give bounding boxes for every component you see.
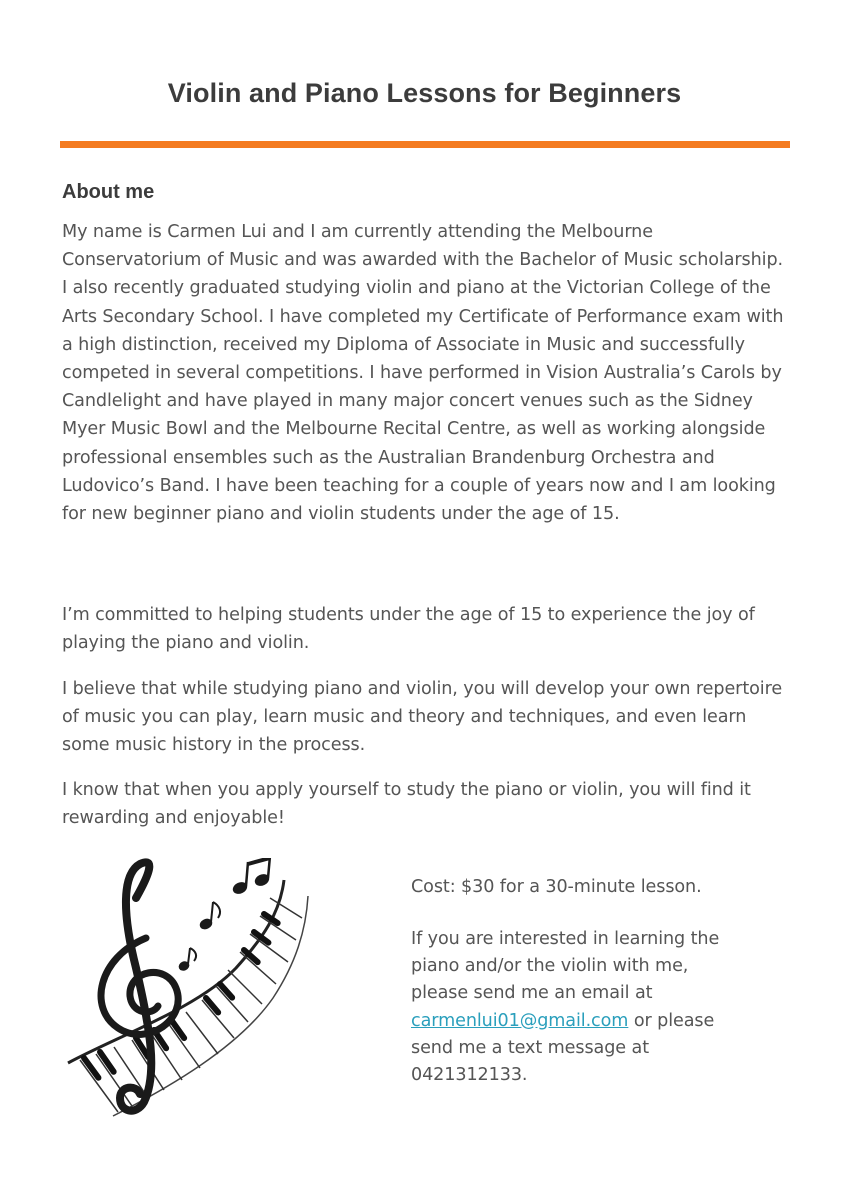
page-title: Violin and Piano Lessons for Beginners — [167, 78, 682, 108]
piano-key-line — [96, 1054, 132, 1106]
contact-text — [411, 926, 741, 1089]
piano-black-key — [206, 998, 218, 1012]
orange-divider — [60, 141, 790, 148]
about-heading: About me — [62, 181, 155, 203]
about-paragraph-2: I’m committed to helping students under the age of 15 to experience the joy of playing the piano and violin. — [62, 605, 755, 654]
piano-key-line — [168, 1023, 200, 1068]
about-paragraph-4: I know that when you apply yourself to study the piano or violin, you will find it rewarding and enjoyable! — [62, 780, 751, 829]
contact-text-after: or please send me a text message at 0421312133. — [411, 1010, 715, 1086]
treble-clef-piano-keys-icon — [58, 858, 358, 1120]
piano-key-line — [240, 952, 276, 984]
piano-black-key — [172, 1021, 184, 1038]
piano-black-key — [264, 914, 278, 923]
piano-key-line — [186, 1012, 218, 1054]
piano-black-key — [220, 984, 232, 998]
about-paragraph-1: My name is Carmen Lui and I am currently attending the Melbourne Conservatorium of Music and was awarded with the Bachelor of Music scholarship. I also recently graduated studying violin and piano at the Victorian College of the Arts Secondary School. I have completed my Certificate of Performance exam with a high distinction, received my Diploma of Associate in Music and successfully competed in several competitions. I have performed in Vision Australia’s Carols by Candlelight and have played in many major concert venues such as the Sidney Myer Music Bowl and the Melbourne Recital Centre, as well as working alongside professional ensembles such as the Australian Brandenburg Orchestra and Ludovico’s Band. I have been teaching for a couple of years now and I am looking for new beginner piano and violin students under the age of 15. — [62, 222, 784, 525]
piano-black-key — [254, 932, 268, 943]
email-link[interactable]: carmenlui01@gmail.com — [411, 1010, 629, 1031]
piano-key-line — [216, 986, 248, 1022]
cost-text: Cost: $30 for a 30-minute lesson. — [411, 877, 702, 897]
about-paragraph-3: I believe that while studying piano and violin, you will develop your own repertoire of music you can play, learn music and theory and techniques, and even learn some music history in the process. — [62, 679, 783, 756]
piano-key-line — [202, 1000, 234, 1038]
contact-text-before: If you are interested in learning the piano and/or the violin with me, please send me an email at — [411, 929, 720, 1004]
